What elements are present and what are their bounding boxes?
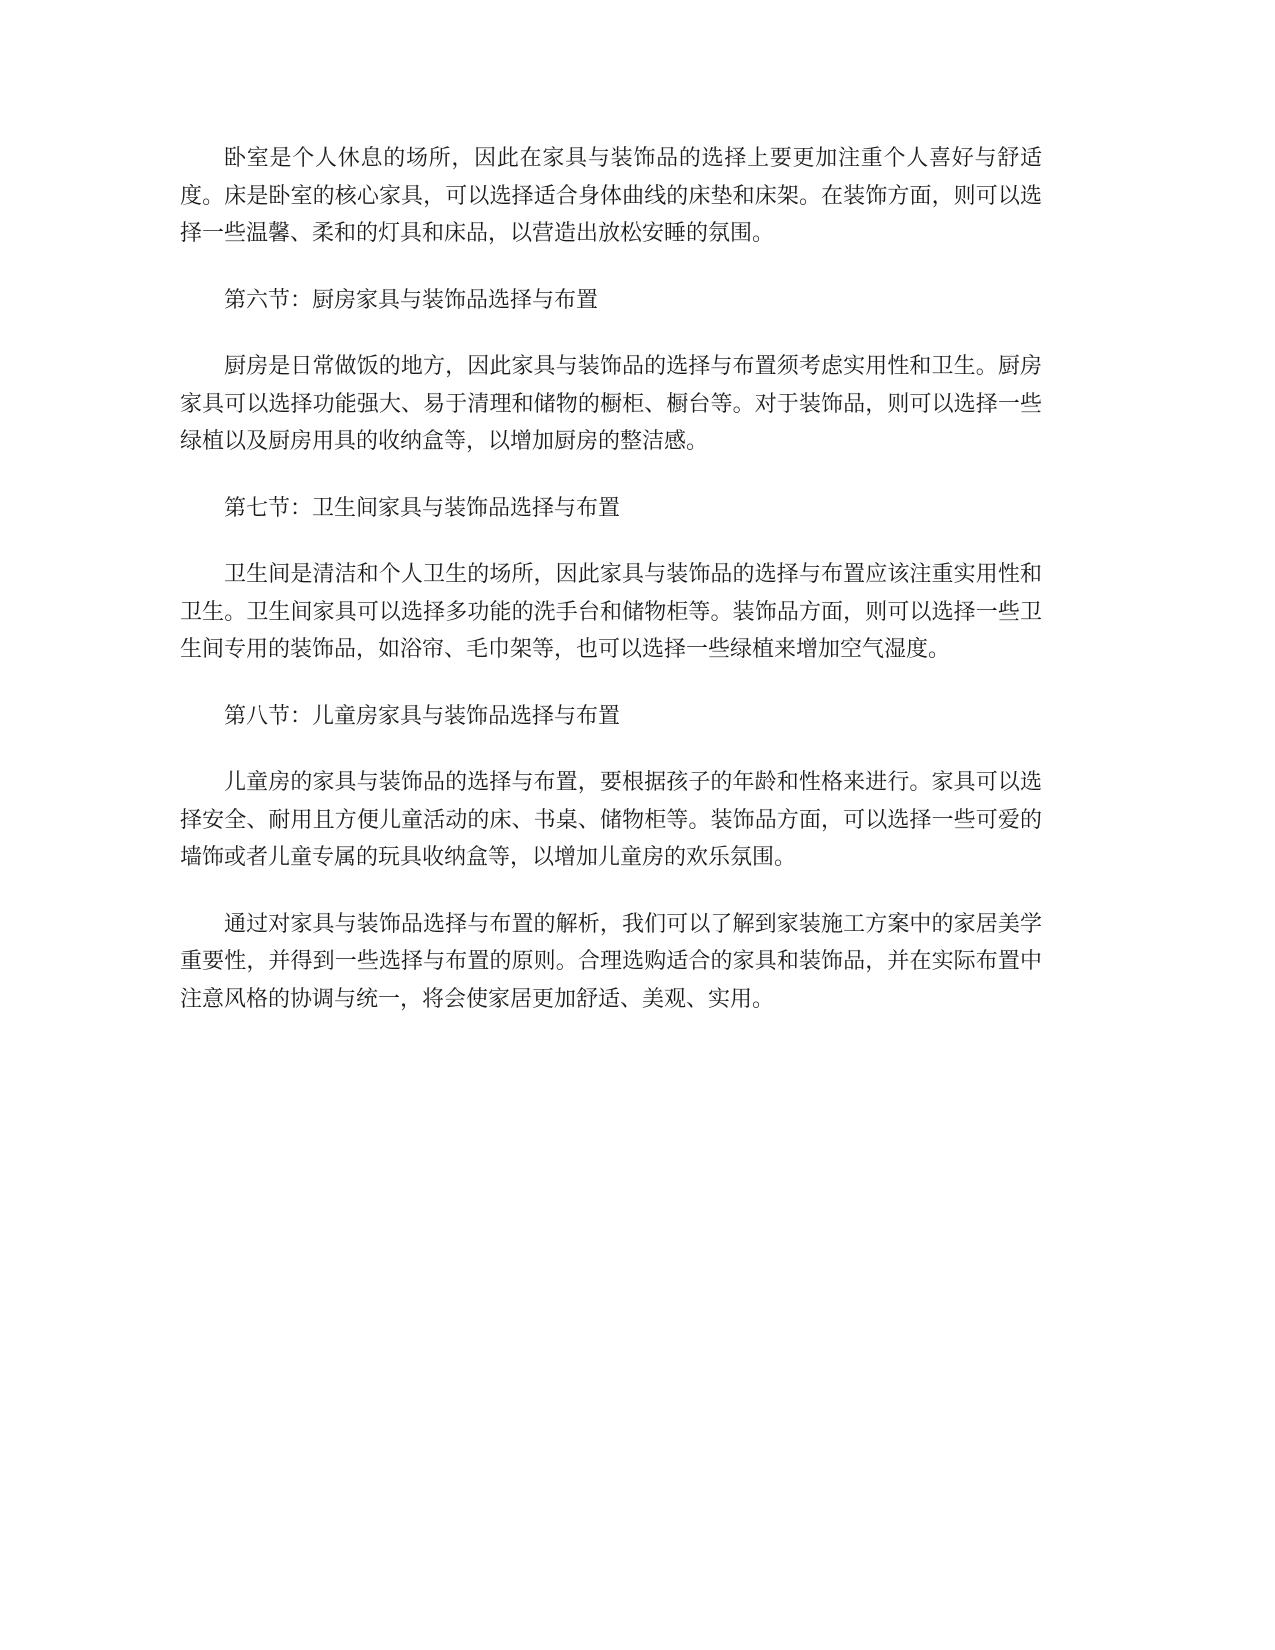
- document-body: [180, 140, 1042, 1047]
- paragraph-bathroom: 卫生间是清洁和个人卫生的场所，因此家具与装饰品的选择与布置应该注重实用性和卫生。卫生间家具可以选择多功能的洗手台和储物柜等。装饰品方面，则可以选择一些卫生间专用的装饰品，如浴帘、毛巾架等，也可以选择一些绿植来增加空气湿度。: [180, 562, 1042, 662]
- paragraph-bedroom: 卧室是个人休息的场所，因此在家具与装饰品的选择上要更加注重个人喜好与舒适度。床是卧室的核心家具，可以选择适合身体曲线的床垫和床架。在装饰方面，则可以选择一些温馨、柔和的灯具和床品，以营造出放松安睡的氛围。: [180, 146, 1042, 246]
- paragraph-kitchen: 厨房是日常做饭的地方，因此家具与装饰品的选择与布置须考虑实用性和卫生。厨房家具可以选择功能强大、易于清理和储物的橱柜、橱台等。对于装饰品，则可以选择一些绿植以及厨房用具的收纳盒等，以增加厨房的整洁感。: [180, 354, 1042, 454]
- paragraph-kids-room: 儿童房的家具与装饰品的选择与布置，要根据孩子的年龄和性格来进行。家具可以选择安全、耐用且方便儿童活动的床、书桌、储物柜等。装饰品方面，可以选择一些可爱的墙饰或者儿童专属的玩具收纳盒等，以增加儿童房的欢乐氛围。: [180, 770, 1042, 870]
- section-heading-kitchen: 第六节：厨房家具与装饰品选择与布置: [224, 287, 599, 313]
- paragraph-conclusion: 通过对家具与装饰品选择与布置的解析，我们可以了解到家装施工方案中的家居美学重要性，并得到一些选择与布置的原则。合理选购适合的家具和装饰品，并在实际布置中注意风格的协调与统一，将会使家居更加舒适、美观、实用。: [180, 911, 1042, 1012]
- section-heading-kids-room: 第八节：儿童房家具与装饰品选择与布置: [224, 703, 621, 729]
- section-heading-bathroom: 第七节：卫生间家具与装饰品选择与布置: [224, 495, 621, 521]
